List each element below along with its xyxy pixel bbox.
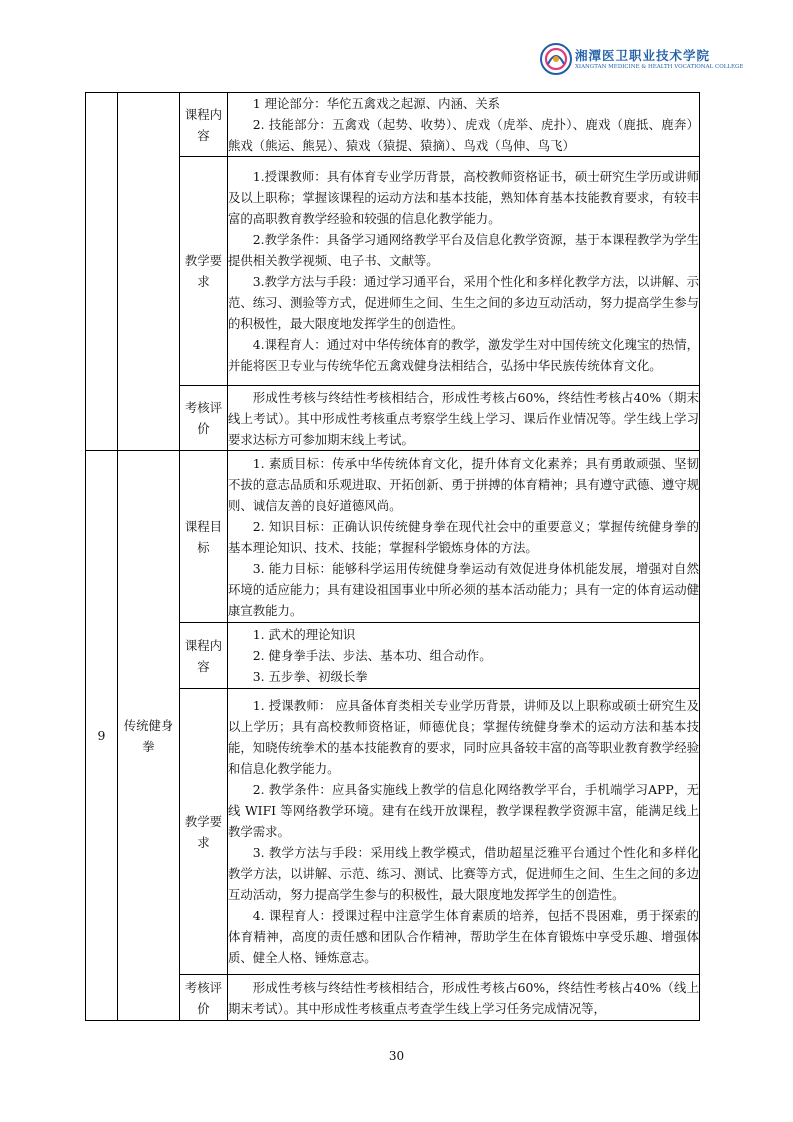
- assessment-text: 形成性考核与终结性考核相结合，形成性考核占60%，终结性考核占40%（线上期末考试）。其中形成性考核重点考查学生线上学习任务完成情况等，: [228, 979, 699, 1016]
- school-name-en: XIANGTAN MEDICINE & HEALTH VOCATIONAL COLLEGE: [575, 64, 744, 70]
- course9-objectives: [228, 451, 700, 623]
- content-item: 1 理论部分：华佗五禽戏之起源、内涵、关系: [252, 96, 501, 111]
- assessment-text: 形成性考核与终结性考核相结合，形成性考核占60%，终结性考核占40%（期末线上考试）。其中形成性考核重点考察学生线上学习、课后作业情况等。学生线上学习要求达标方可参加期末线上考试。: [228, 389, 699, 447]
- requirement-item: 2. 教学条件：应具备实施线上教学的信息化网络教学平台，手机端学习APP，无线 WIFI 等网络教学环境。建有在线开放课程，教学课程教学资源丰富，能满足线上教学需求。: [228, 782, 699, 839]
- assessment-label: 考核评价: [180, 386, 228, 451]
- objective-item: 3. 能力目标：能够科学运用传统健身拳运动有效促进身体机能发展，增强对自然环境的适应能力；具有建设祖国事业中所必须的基本活动能力；具有一定的体育运动健康宣教能力。: [228, 560, 699, 618]
- assessment-label: 考核评价: [180, 975, 228, 1021]
- requirement-item: 4. 课程育人：授课过程中注意学生体育素质的培养，包括不畏困难，勇于探索的体育精神，高度的责任感和团队合作精神，帮助学生在体育锻炼中享受乐趣、增强体质、健全人格、锤炼意志。: [228, 908, 699, 965]
- prev-assessment: [228, 386, 700, 451]
- school-name: 湘潭医卫职业技术学院: [575, 48, 711, 63]
- requirement-item: 3.教学方法与手段：通过学习通平台，采用个性化和多样化教学方法，以讲解、示范、练习、测验等方式，促进师生之间、生生之间的多边互动活动，努力提高学生参与的积极性，最大限度地发挥学生的创造性。: [228, 274, 699, 331]
- content-label: 课程内容: [180, 93, 228, 157]
- requirement-item: 2.教学条件：具备学习通网络教学平台及信息化教学资源，基于本课程教学为学生提供相关教学视频、电子书、文献等。: [228, 232, 699, 268]
- content-item: 2. 技能部分：五禽戏（起势、收势）、虎戏（虎举、虎扑）、鹿戏（鹿抵、鹿奔）熊戏（熊运、熊晃）、猿戏（猿提、猿摘）、鸟戏（鸟伸、鸟飞）: [228, 117, 699, 153]
- objective-item: 2. 知识目标：正确认识传统健身拳在现代社会中的重要意义；掌握传统健身拳的基本理论知识、技术、技能；掌握科学锻炼身体的方法。: [228, 518, 699, 555]
- requirement-item: 4.课程育人：通过对中华传统体育的教学，激发学生对中国传统文化瑰宝的热情，并能将医卫专业与传统华佗五禽戏健身法相结合，弘扬中华民族传统体育文化。: [228, 337, 699, 373]
- course-name: 传统健身拳: [118, 451, 180, 1021]
- page-number: 30: [388, 1049, 405, 1063]
- prev-content: [228, 93, 700, 157]
- course-number: 9: [86, 451, 118, 1021]
- requirements-label: 教学要求: [180, 689, 228, 975]
- requirement-item: 1. 授课教师： 应具备体育类相关专业学历背景，讲师及以上职称或硕士研究生及以上学历；具有高校教师资格证，师德优良；掌握传统健身拳术的运动方法和基本技能，知晓传统拳术的基本技能教育的要求，同时应具备较丰富的高等职业教育教学经验和信息化教学能力。: [228, 698, 699, 776]
- table-row: [86, 451, 700, 623]
- prev-number-cell: [86, 93, 118, 451]
- course9-content: [228, 623, 700, 689]
- content-item: 3. 五步拳、初级长拳: [252, 669, 368, 684]
- requirements-label: 教学要求: [180, 157, 228, 386]
- prev-name-cell: [118, 93, 180, 451]
- requirement-item: 3. 教学方法与手段：采用线上教学模式，借助超星泛雅平台通过个性化和多样化教学方法，以讲解、示范、练习、测试、比赛等方式，促进师生之间、生生之间的多边互动活动，努力提高学生参与的积极性，最大限度地发挥学生的创造性。: [228, 845, 699, 902]
- content-label: 课程内容: [180, 623, 228, 689]
- course9-assessment: [228, 975, 700, 1021]
- table-row: [86, 93, 700, 157]
- prev-requirements: [228, 157, 700, 386]
- content-item: 2. 健身拳手法、步法、基本功、组合动作。: [252, 648, 492, 663]
- course-table: [85, 92, 700, 1021]
- content-item: 1. 武术的理论知识: [252, 627, 356, 642]
- course9-requirements: [228, 689, 700, 975]
- requirement-item: 1.授课教师：具有体育专业学历背景，高校教师资格证书，硕士研究生学历或讲师及以上职称；掌握该课程的运动方法和基本技能，熟知体育基本技能教育要求，有较丰富的高职教育教学经验和较强的信息化教学能力。: [228, 169, 699, 226]
- objectives-label: 课程目标: [180, 451, 228, 623]
- objective-item: 1. 素质目标：传承中华传统体育文化，提升体育文化素养；具有勇敢顽强、坚韧不拔的意志品质和乐观进取、开拓创新、勇于拼搏的体育精神；具有遵守武德、遵守规则、诚信友善的良好道德风尚。: [228, 455, 699, 513]
